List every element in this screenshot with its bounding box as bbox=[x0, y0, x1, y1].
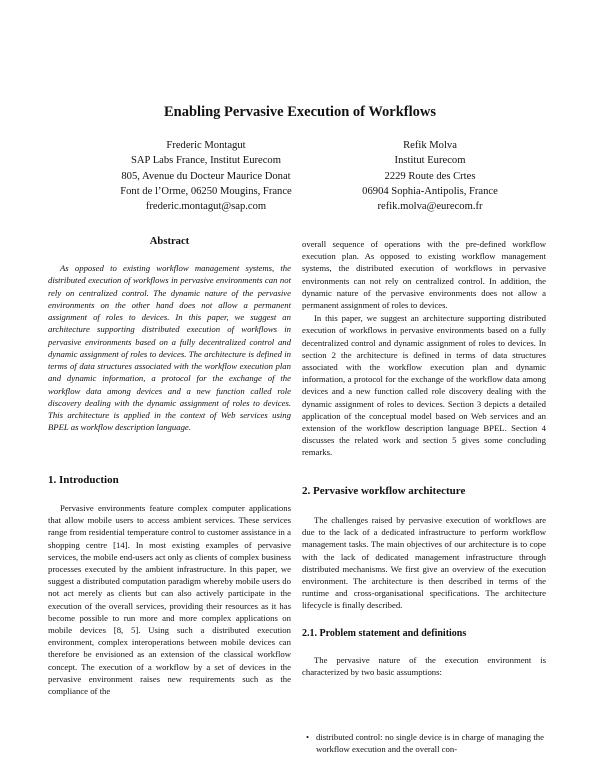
bullet-icon: • bbox=[306, 732, 310, 742]
author-address-line-1: 2229 Route des Crtes bbox=[384, 170, 476, 182]
section-heading-introduction: 1. Introduction bbox=[48, 474, 119, 486]
author-name: Frederic Montagut bbox=[166, 140, 246, 151]
bullet-text: distributed control: no single device is in charge of managing the workflow execution and the overall con- bbox=[316, 732, 544, 755]
abstract-heading: Abstract bbox=[149, 236, 190, 247]
introduction-continued bbox=[302, 238, 546, 459]
paper-title: Enabling Pervasive Execution of Workflows bbox=[163, 104, 437, 120]
problem-statement-body bbox=[302, 654, 546, 678]
architecture-paragraph: The challenges raised by pervasive execution of workflows are due to the lack of a dedicated infrastructure to perform workflow management tasks. The main objectives of our architecture is to cope with the lack of dedicated management infrastructure through distributed mechanisms. We first give an overview of the execution environment. The architecture is then described in terms of the runtime and cross-organisational specifications. The architecture lifecycle is finally described. bbox=[302, 515, 546, 611]
section-heading-architecture: 2. Pervasive workflow architecture bbox=[302, 485, 466, 497]
author-name: Refik Molva bbox=[403, 140, 457, 151]
introduction-paragraph: Pervasive environments feature complex computer applications that allow mobile users to access ambient services. These services range from residential temperature control to customer assistance in a shopping centre [14]. In most existing examples of pervasive services, the mobile end-users act only as clients of complex business processes executed by the ambient infrastructure. In this paper, we suggest a distributed computation paradigm whereby mobile users do not act merely as clients but can also actively participate in the execution of the overall services, providing their resources as it has become possible to run more and more complex applications on mobile devices [8, 5]. Using such a distributed execution environment, complex interoperations between mobile devices can therefore be envisioned as an extension of the classical workflow concept. The execution of a workflow by a set of devices in the pervasive environment raises new requirements such as the compliance of the bbox=[48, 503, 291, 697]
problem-statement-paragraph: The pervasive nature of the execution environment is characterized by two basic assumptions: bbox=[302, 655, 546, 678]
author-affiliation: Institut Eurecom bbox=[394, 155, 466, 167]
introduction-paragraph-continued: overall sequence of operations with the pre-defined workflow execution plan. As opposed to existing workflow management systems, the distributed execution of workflows in pervasive environments can not rely on centralized control. In addition, the dynamic nature of the pervasive environments does not allow a permanent assignment of roles to devices. bbox=[302, 239, 546, 311]
introduction-paragraph-2: In this paper, we suggest an architecture supporting distributed execution of workflows in pervasive environments based on a fully decentralized control and dynamic assignment of roles to devices. In section 2 the architecture is defined in terms of data structures associated with the workflow execution plan and dynamic information, a protocol for the exchange of the workflow data among devices and a new function called role discovery dealing with the dynamic assignment of roles to devices. Section 3 depicts a detailed application of the conceptual model based on Web services and an extension of the workflow description language BPEL. Section 4 discusses the related work and section 5 gives some concluding remarks. bbox=[302, 313, 546, 458]
bullet-item bbox=[306, 731, 544, 755]
subsection-heading-problem-statement: 2.1. Problem statement and definitions bbox=[302, 628, 467, 639]
architecture-body bbox=[302, 514, 546, 612]
abstract-text: As opposed to existing workflow management systems, the distributed execution of workflows in pervasive environments can not rely on centralized control. The dynamic nature of the pervasive environments on the other hand does not allow a permanent assignment of roles to devices. In this paper, we suggest an architecture supporting distributed execution of workflows in pervasive environments based on a fully decentralized control and dynamic assignment of roles to devices. The architecture is defined in terms of data structures associated with the workflow execution plan and dynamic information, a protocol for the exchange of the workflow data among devices and a new function called role discovery dealing with the dynamic assignment of roles to devices. This architecture is applied in the context of Web services using BPEL as workflow description language. bbox=[48, 263, 291, 433]
author-block-1 bbox=[60, 138, 352, 214]
author-email: refik.molva@eurecom.fr bbox=[377, 201, 483, 213]
author-affiliation: SAP Labs France, Institut Eurecom bbox=[131, 155, 281, 167]
author-email: frederic.montagut@sap.com bbox=[145, 201, 267, 213]
author-address-line-2: Font de l’Orme, 06250 Mougins, France bbox=[120, 185, 292, 197]
author-address-line-1: 805, Avenue du Docteur Maurice Donat bbox=[121, 170, 291, 182]
introduction-body bbox=[48, 502, 291, 697]
author-address-line-2: 06904 Sophia-Antipolis, France bbox=[362, 185, 498, 197]
author-block-2 bbox=[330, 138, 530, 214]
